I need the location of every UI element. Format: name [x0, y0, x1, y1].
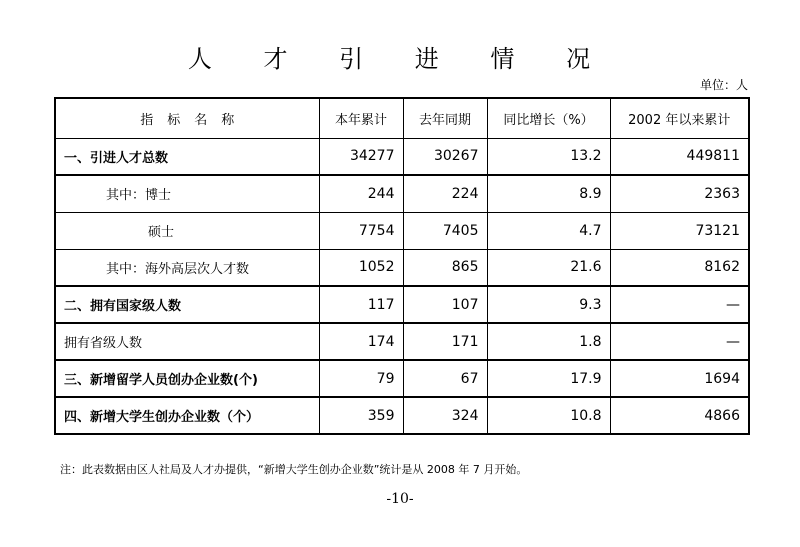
header-this-year: 本年累计	[319, 98, 403, 138]
cell-growth: 13.2	[487, 138, 610, 175]
talent-table	[54, 97, 750, 435]
cell-this-year: 359	[319, 397, 403, 434]
cell-this-year: 79	[319, 360, 403, 397]
table-row	[55, 397, 749, 434]
cell-last-year: 107	[403, 286, 487, 323]
row-name: 一、引进人才总数	[55, 138, 319, 175]
table-row	[55, 360, 749, 397]
row-name: 四、新增大学生创办企业数（个）	[55, 397, 319, 434]
row-name: 硕士	[55, 212, 319, 249]
cell-last-year: 171	[403, 323, 487, 360]
table-row	[55, 323, 749, 360]
cell-growth: 21.6	[487, 249, 610, 286]
header-last-year: 去年同期	[403, 98, 487, 138]
cell-last-year: 7405	[403, 212, 487, 249]
table-row	[55, 286, 749, 323]
cell-growth: 10.8	[487, 397, 610, 434]
cell-growth: 1.8	[487, 323, 610, 360]
unit-label: 单位：人	[699, 78, 748, 92]
header-growth: 同比增长（%）	[487, 98, 610, 138]
cell-cumulative: 449811	[610, 138, 749, 175]
table-row	[55, 249, 749, 286]
cell-growth: 17.9	[487, 360, 610, 397]
row-name: 其中：海外高层次人才数	[55, 249, 319, 286]
table-header-row	[55, 98, 749, 138]
header-cumulative: 2002 年以来累计	[610, 98, 749, 138]
cell-this-year: 174	[319, 323, 403, 360]
footnote: 注：此表数据由区人社局及人才办提供，“新增大学生创办企业数”统计是从 2008 年 7 月开始。	[60, 463, 528, 476]
cell-cumulative: 8162	[610, 249, 749, 286]
cell-cumulative: —	[610, 323, 749, 360]
cell-this-year: 7754	[319, 212, 403, 249]
cell-cumulative: —	[610, 286, 749, 323]
table-row	[55, 212, 749, 249]
cell-cumulative: 4866	[610, 397, 749, 434]
page-title: 人 才 引 进 情 况	[187, 45, 613, 73]
cell-last-year: 224	[403, 175, 487, 212]
cell-growth: 4.7	[487, 212, 610, 249]
cell-last-year: 30267	[403, 138, 487, 175]
row-name: 拥有省级人数	[55, 323, 319, 360]
cell-this-year: 244	[319, 175, 403, 212]
page-number: -10-	[386, 491, 414, 507]
cell-growth: 9.3	[487, 286, 610, 323]
cell-cumulative: 2363	[610, 175, 749, 212]
cell-cumulative: 1694	[610, 360, 749, 397]
table-row	[55, 175, 749, 212]
header-indicator-name: 指标名称	[55, 98, 319, 138]
row-name: 二、拥有国家级人数	[55, 286, 319, 323]
row-name: 三、新增留学人员创办企业数(个)	[55, 360, 319, 397]
table-row	[55, 138, 749, 175]
cell-cumulative: 73121	[610, 212, 749, 249]
cell-growth: 8.9	[487, 175, 610, 212]
cell-last-year: 324	[403, 397, 487, 434]
cell-last-year: 67	[403, 360, 487, 397]
cell-this-year: 34277	[319, 138, 403, 175]
cell-this-year: 117	[319, 286, 403, 323]
cell-last-year: 865	[403, 249, 487, 286]
cell-this-year: 1052	[319, 249, 403, 286]
row-name: 其中：博士	[55, 175, 319, 212]
